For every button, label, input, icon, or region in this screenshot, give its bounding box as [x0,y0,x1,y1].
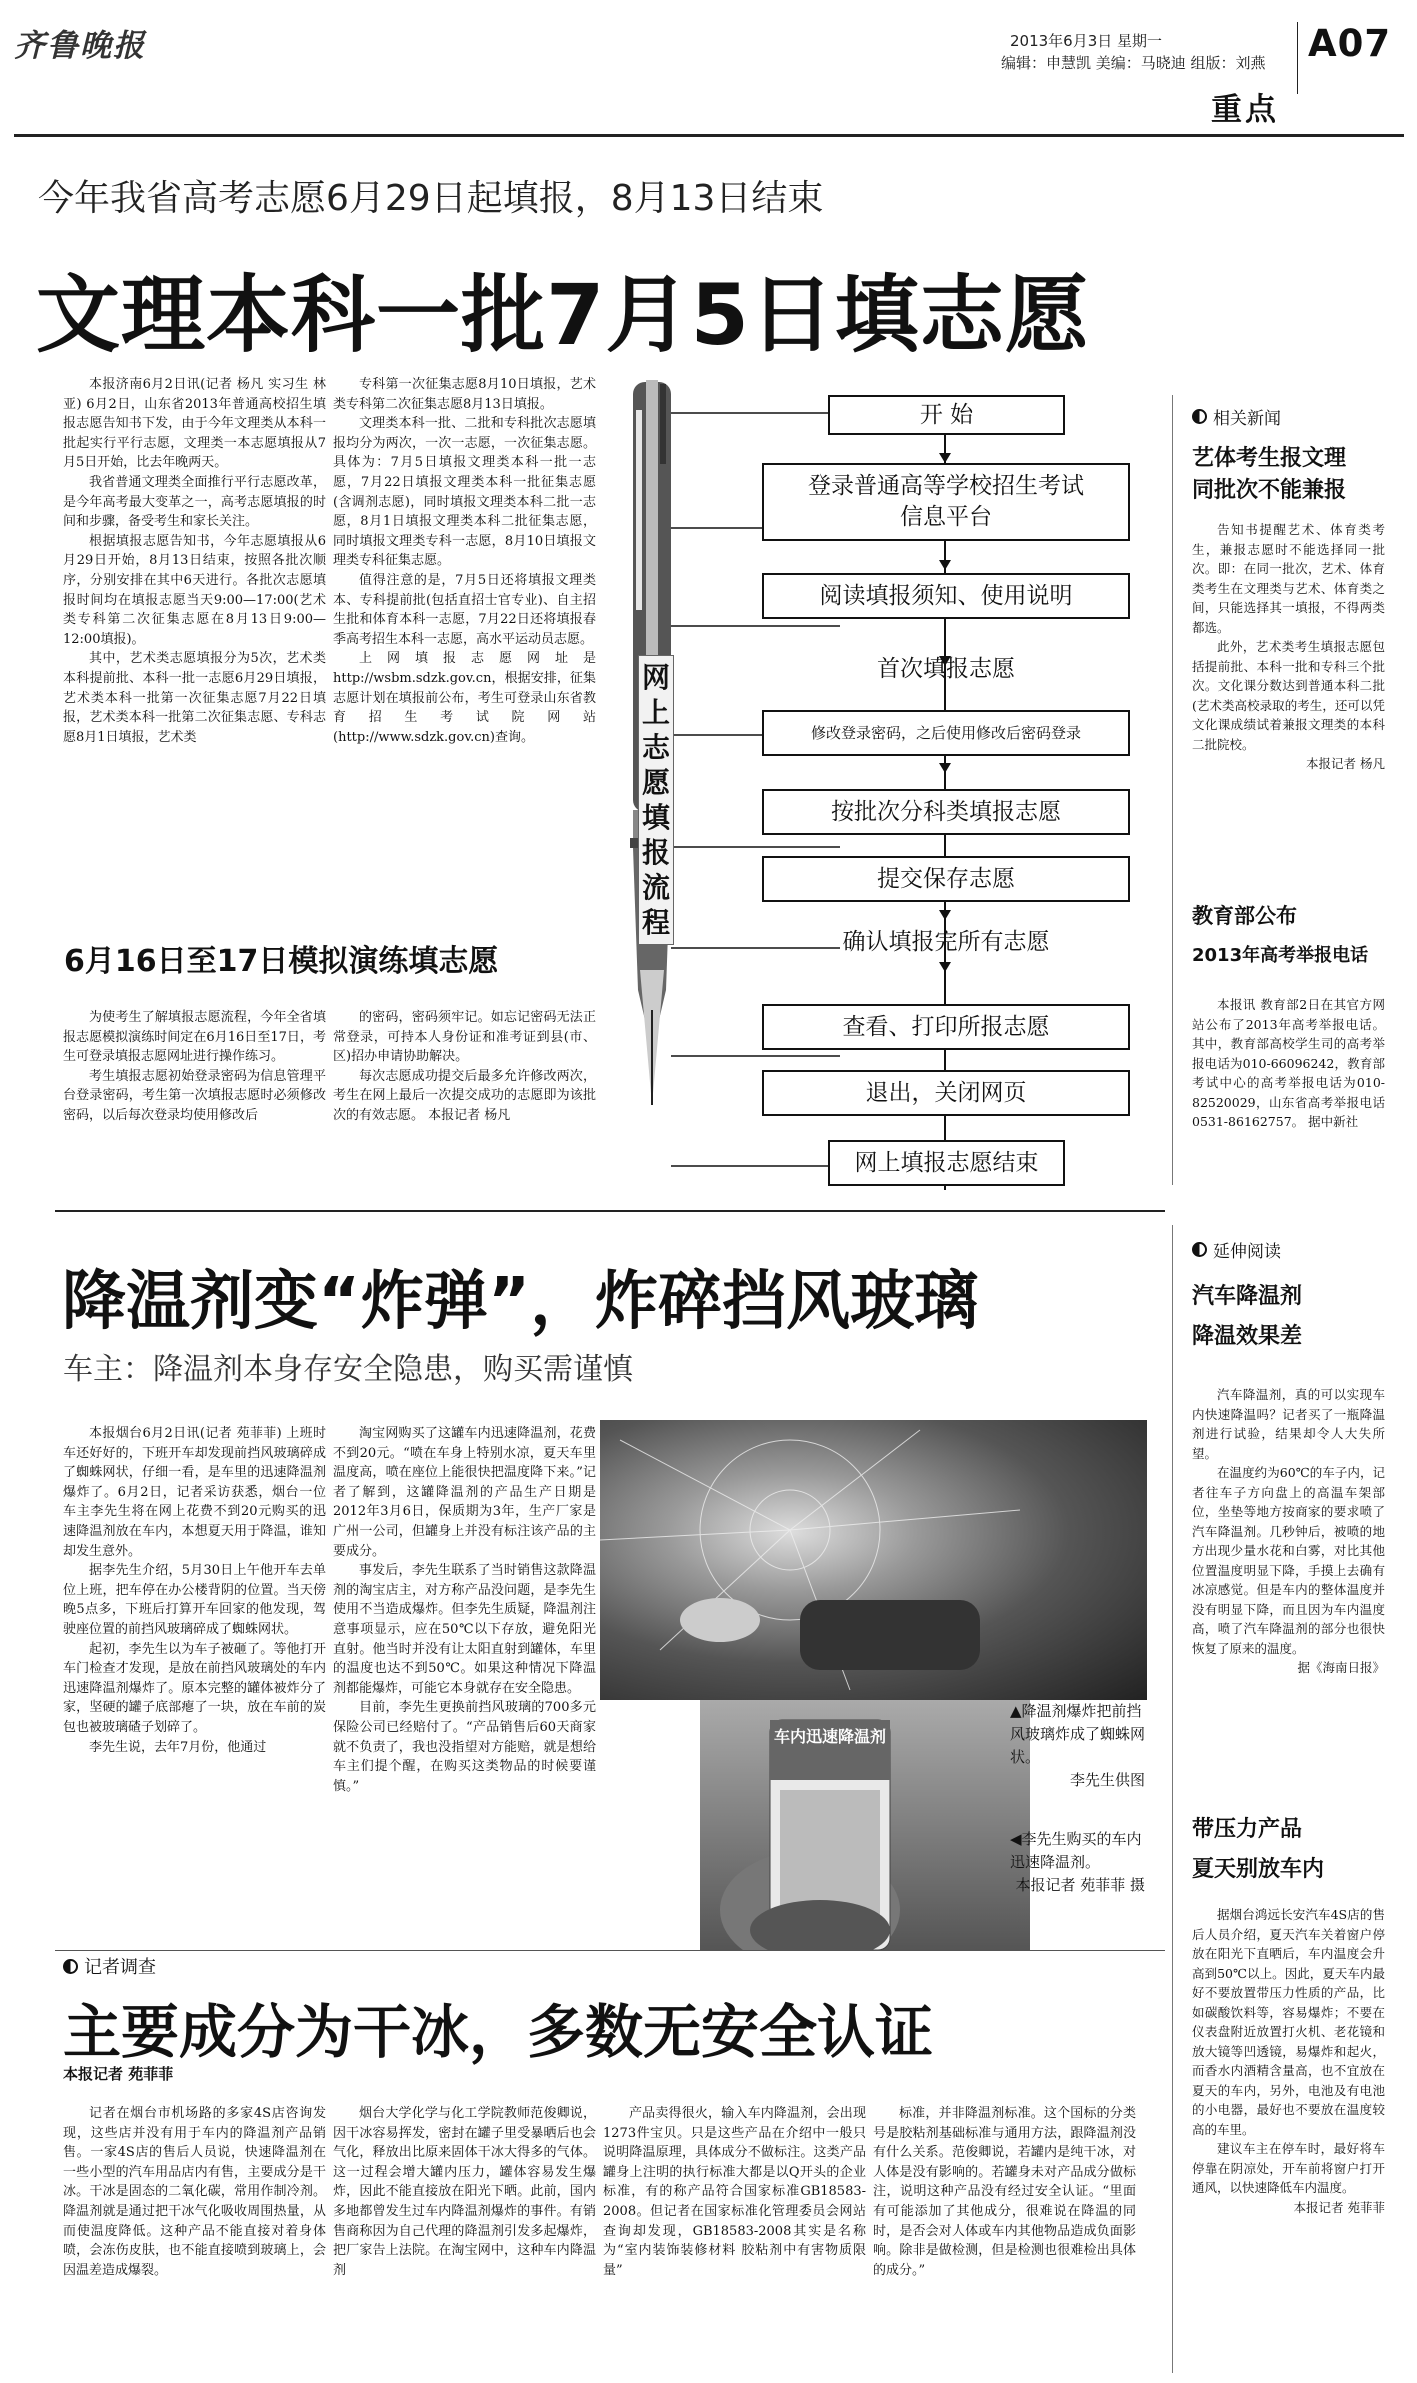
sidebar3-title: 汽车降温剂 降温效果差 [1192,1284,1303,1349]
story1-column-2: 专科第一次征集志愿8月10日填报，艺术类专科第二次征集志愿8月13日填报。 文理类本科一批、二批和专科批次志愿填报均分为两次，一次一志愿，一次征集志愿。具体为：7月5日填报文理类本科一批一志愿，7月22日填报文理类本科一批征集志愿(含调剂志愿)，同时填报文理类本科二批一志愿，8月1日填报文理类本科二批征集志愿，同时填报文理类专科一志愿，8月10日填报文理类专科征集志愿。 值得注意的是，7月5日还将填报文理类本、专科提前批(包括直招士官专业)、自主招生批和体育本科一志愿，7月22日还将填报春季高考招生本科一志愿，高水平运动员志愿。 上网填报志愿网址是http://wsbm.sdzk.gov.cn，根据安排，征集志愿计划在填报前公布，考生可登录山东省教育招生考试院网站(http://www.sdzk.gov.cn)查询。 [333,377,596,745]
story1-column-4: 的密码，密码须牢记。如忘记密码无法正常登录，可持本人身份证和准考证到县(市、区)招办申请协助解决。 每次志愿成功提交后最多允许修改两次，考生在网上最后一次提交成功的志愿即为该批次的有效志愿。 本报记者 杨凡 [333,1010,596,1123]
flow-step-first-fill: 首次填报志愿 [877,656,1015,682]
flow-step-submit: 提交保存志愿 [762,856,1130,902]
story2-column-1: 本报烟台6月2日讯(记者 苑菲菲) 上班时车还好好的，下班开车却发现前挡风玻璃碎成了蜘蛛网状，仔细一看，是车里的迅速降温剂爆炸了。6月2日，记者采访获悉，烟台一位车主李先生将在网上花费不到20元购买的迅速降温剂放在车内，本想夏天用于降温，谁知却发生意外。 据李先生介绍，5月30日上午他开车去单位上班，把车停在办公楼背阴的位置。当天傍晚5点多，下班后打算开车回家的他发现，驾驶座位置的前挡风玻璃碎成了蜘蛛网状。 起初，李先生以为车子被砸了。等他打开车门检查才发现，是放在前挡风玻璃处的车内迅速降温剂爆炸了。原本完整的罐体被炸分了家，坚硬的罐子底部瘪了一块，放在车前的炭包也被玻璃碴子划碎了。 李先生说，去年7月份，他通过 [63,1426,326,1755]
flowchart-pen-label: 网上志愿填报流程 [638,655,674,945]
divider-story1 [55,1210,1165,1212]
flow-step-end: 网上填报志愿结束 [828,1140,1065,1186]
kicker-bullet-icon [1192,409,1207,424]
sidebar2-title: 教育部公布 2013年高考举报电话 [1192,904,1369,966]
sidebar-divider-bottom [1172,1225,1173,2373]
story3-column-3: 产品卖得很火，输入车内降温剂，会出现1273件宝贝。只是这些产品在介绍中一般只说明降温原理，具体成分不做标注。这类产品罐身上注明的执行标准大都是以Q开头的企业标准，有的称产品符合国家标准GB18583-2008。但记者在国家标准化管理委员会网站查询却发现，GB18583-2008其实是名称为“室内装饰装修材料 胶粘剂中有害物质限量” [603,2106,866,2278]
editor-line: 编辑：申慧凯 美编：马晓迪 组版：刘燕 [1001,54,1266,72]
sidebar4-body: 据烟台鸿远长安汽车4S店的售后人员介绍，夏天汽车关着窗户停放在阳光下直晒后，车内温度会升高到50℃以上。因此，夏天车内最好不要放置带压力性质的产品，比如碳酸饮料等，容易爆炸；不要在仪表盘附近放置打火机、老花镜和放大镜等凹透镜，易爆炸和起火，而香水内酒精含量高，也不宜放在夏天的车内，另外，电池及有电池的小电器，最好也不要放在温度较高的车里。 建议车主在停车时，最好将车停靠在阴凉处，开车前将窗户打开通风，以快速降低车内温度。 本报记者 苑菲菲 [1192,1907,1385,2215]
sidebar1-title: 艺体考生报文理 同批次不能兼报 [1192,446,1347,503]
page-number: A07 [1308,22,1392,65]
story3-column-1: 记者在烟台市机场路的多家4S店咨询发现，这些店并没有用于车内的降温剂产品销售。一家4S店的售后人员说，快速降温剂在一些小型的汽车用品店内有售，主要成分是干冰。干冰是固态的二氧化碳，常用作制冷剂。降温剂就是通过把干冰气化吸收周围热量，从而使温度降低。这种产品不能直接对着身体喷，会冻伤皮肤，也不能直接喷到玻璃上，会因温差造成爆裂。 [63,2106,326,2278]
flow-step-start: 开 始 [828,395,1065,435]
can-label: 车内迅速降温剂 [773,1729,887,1746]
story1-subhead: 今年我省高考志愿6月29日起填报，8月13日结束 [38,178,824,219]
flow-step-print: 查看、打印所报志愿 [762,1004,1130,1050]
masthead-logo: 齐鲁晚报 [14,28,146,64]
story1-subhead2: 6月16日至17日模拟演练填志愿 [64,944,499,979]
sidebar1-body: 告知书提醒艺术、体育类考生，兼报志愿时不能选择同一批次。即：在同一批次，艺术、体育类考生在文理类与艺术、体育类之间，只能选择其一填报，不得两类都选。 此外，艺术类考生填报志愿包括提前批、本科一批和专科三个批次。文化课分数达到普通本科二批(艺术类高校录取的考生，还可以凭文化课成绩试着兼报文理类的本科二批院校。 本报记者 杨凡 [1192,522,1385,771]
flow-step-confirm: 确认填报完所有志愿 [842,929,1050,955]
header-divider [1297,22,1298,94]
story1-column-3: 为使考生了解填报志愿流程，今年全省填报志愿模拟演练时间定在6月16日至17日，考生可登录填报志愿网址进行操作练习。 考生填报志愿初始登录密码为信息管理平台登录密码，考生第一次填报志愿时必须修改密码，以后每次登录均使用修改后 [63,1010,326,1123]
story1-headline: 文理本科一批7月5日填志愿 [36,266,1090,364]
sidebar3-kicker: 延伸阅读 [1192,1237,1281,1262]
photo2-caption: ◀李先生购买的车内迅速降温剂。 本报记者 苑菲菲 摄 [1010,1830,1145,1894]
flow-step-login: 登录普通高等学校招生考试信息平台 [762,463,1130,541]
story2-column-2: 淘宝网购买了这罐车内迅速降温剂，花费不到20元。“喷在车身上特别水凉，夏天车里温度高，喷在座位上能很快把温度降下来。”记者了解到，这罐降温剂的产品生产日期是2012年3月6日，保质期为3年，生产厂家是广州一公司，但罐身上并没有标注该产品的主要成分。 事发后，李先生联系了当时销售这款降温剂的淘宝店主，对方称产品没问题，是李先生使用不当造成爆炸。但李先生质疑，降温剂注意事项显示，应在50℃以下存放，避免阳光直射。他当时并没有让太阳直射到罐体，车里的温度也达不到50℃。如果这种情况下降温剂都能爆炸，可能它本身就存在安全隐患。 目前，李先生更换前挡风玻璃的700多元保险公司已经赔付了。“产品销售后60天商家就不负责了，我也没指望对方能赔，就是想给车主们提个醒，在购买这类物品的时候要谨慎。” [333,1426,596,1794]
story1-column-1: 本报济南6月2日讯(记者 杨凡 实习生 林亚) 6月2日，山东省2013年普通高校招生填报志愿告知书下发，由于今年文理类从本科一批起实行平行志愿，文理类一本志愿填报从7月5日开始，比去年晚两天。 我省普通文理类全面推行平行志愿改革，是今年高考最大变革之一，高考志愿填报的时间和步骤，备受考生和家长关注。 根据填报志愿告知书，今年志愿填报从6月29日开始，8月13日结束，按照各批次顺序，分别安排在其中6天进行。各批次志愿填报时间均在填报志愿当天9:00—17:00(艺术类专科第二次征集志愿在8月13日9:00—12:00填报)。 其中，艺术类志愿填报分为5次，艺术类本科提前批、本科一批一志愿6月29日填报，艺术类本科一批第一次征集志愿7月22日填报，艺术类本科一批第二次征集志愿、专科志愿8月1日填报，艺术类 [63,377,326,745]
flow-step-exit: 退出，关闭网页 [762,1070,1130,1116]
flow-step-fill-by-batch: 按批次分科类填报志愿 [762,789,1130,835]
story3-column-4: 标准，并非降温剂标准。这个国标的分类号是胶粘剂基础标准与通用方法，跟降温剂没有什么关系。范俊卿说，若罐内是纯干冰，对人体是没有影响的。若罐身未对产品成分做标注，说明这种产品没有经过安全认证。“里面有可能添加了其他成分，很难说在降温的同时，是否会对人体或车内其他物品造成负面影响。除非是做检测，但是检测也很难检出具体的成分。” [873,2106,1136,2278]
photo-shattered-windshield [600,1420,1147,1700]
story3-column-2: 烟台大学化学与化工学院教师范俊卿说，因干冰容易挥发，密封在罐子里受暴晒后也会气化，释放出比原来固体干冰大得多的气体。这一过程会增大罐内压力，罐体容易发生爆炸，因此不能直接放在阳光下晒。此前，国内多地都曾发生过车内降温剂爆炸的事件。有销售商称因为自己代理的降温剂引发多起爆炸，把厂家告上法院。在淘宝网中，这种车内降温剂 [333,2106,596,2278]
kicker-bullet-icon [63,1959,78,1974]
section-label: 重点 [1211,92,1279,128]
photo-coolant-can [700,1700,1030,1950]
photo1-caption: ▲降温剂爆炸把前挡风玻璃炸成了蜘蛛网状。 李先生供图 [1010,1702,1146,1789]
sidebar-divider-top [1172,395,1173,1185]
divider-story2 [55,1950,1165,1951]
flow-step-read: 阅读填报须知、使用说明 [762,573,1130,619]
sidebar1-kicker: 相关新闻 [1192,404,1281,429]
sidebar2-body: 本报讯 教育部2日在其官方网站公布了2013年高考举报电话。其中，教育部高校学生司的高考举报电话为010-66096242，教育部考试中心的高考举报电话为010-82520029，山东省高考举报电话0531-86162757。 据中新社 [1192,997,1385,1129]
story3-headline: 主要成分为干冰，多数无安全认证 [63,1998,934,2066]
story3-kicker: 记者调查 [63,1953,156,1979]
story3-byline: 本报记者 苑菲菲 [63,2065,174,2083]
date-line: 2013年6月3日 星期一 [1010,32,1163,50]
sidebar4-title: 带压力产品 夏天别放车内 [1192,1817,1325,1882]
kicker-bullet-icon [1192,1242,1207,1257]
header-rule [14,134,1404,137]
sidebar3-body: 汽车降温剂，真的可以实现车内快速降温吗？记者买了一瓶降温剂进行试验，结果却令人大失所望。 在温度约为60℃的车子内，记者往车子方向盘上的高温车架部位，坐垫等地方按商家的要求喷了汽车降温剂。几秒钟后，被喷的地方出现少量水花和白雾，对比其他位置温度明显下降，手摸上去确有冰凉感觉。但是车内的整体温度并没有明显下降，而且因为车内温度高，喷了汽车降温剂的部分也很快恢复了原来的温度。 据《海南日报》 [1192,1387,1385,1675]
story2-subhead: 车主：降温剂本身存安全隐患，购买需谨慎 [63,1352,633,1387]
story2-headline: 降温剂变“炸弹”，炸碎挡风玻璃 [62,1265,979,1339]
flow-step-change-password: 修改登录密码，之后使用修改后密码登录 [762,710,1130,756]
